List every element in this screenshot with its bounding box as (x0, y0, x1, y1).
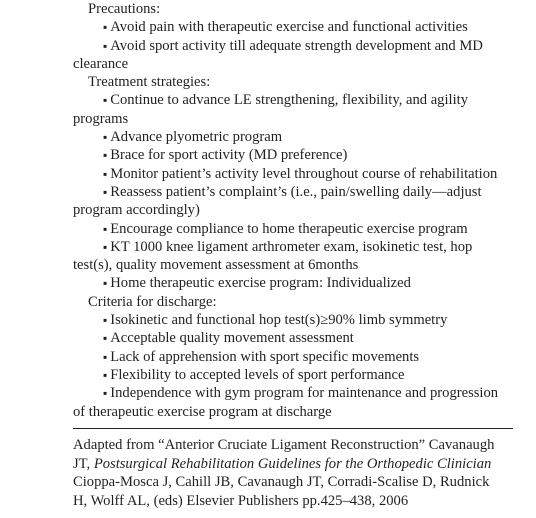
discharge-item (73, 329, 513, 347)
treatment-item-text: Encourage compliance to home therapeutic exercise program (110, 220, 468, 237)
treatment-item (73, 274, 513, 292)
precautions-item-text: Avoid sport activity till adequate strength development and MD (110, 37, 483, 54)
treatment-item-text: KT 1000 knee ligament arthrometer exam, isokinetic test, hop (110, 238, 473, 255)
source-note (73, 436, 518, 510)
bullet-icon: ▪ (103, 38, 108, 53)
source-line-1: Adapted from “Anterior Cruciate Ligament Reconstruction” Cavanaugh (73, 437, 495, 453)
discharge-item-continuation: of therapeutic exercise program at discharge (73, 403, 332, 420)
treatment-item (73, 91, 513, 109)
bullet-icon: ▪ (103, 386, 108, 401)
bullet-icon: ▪ (103, 239, 108, 254)
treatment-item-text: Home therapeutic exercise program: Individualized (110, 275, 411, 292)
treatment-item-text: Reassess patient’s complaint’s (i.e., pain/swelling daily—adjust (110, 183, 482, 200)
bullet-icon: ▪ (103, 184, 108, 199)
precautions-item (73, 18, 513, 36)
precautions-item (73, 37, 513, 55)
treatment-item-text: Monitor patient’s activity level throughout course of rehabilitation (110, 165, 498, 182)
discharge-item (73, 366, 513, 384)
discharge-item-text: Acceptable quality movement assessment (110, 330, 354, 347)
section-criteria-for-discharge (73, 293, 513, 421)
treatment-item (73, 128, 513, 146)
discharge-item-text: Independence with gym program for maintenance and progression (110, 385, 499, 402)
treatment-item-text: Advance plyometric program (110, 129, 283, 146)
source-line-2-prefix: JT, (73, 455, 94, 472)
treatment-item (73, 165, 513, 183)
bullet-icon: ▪ (103, 148, 108, 163)
precautions-item-continuation: clearance (73, 55, 129, 72)
precautions-item-text: Avoid pain with therapeutic exercise and functional activities (110, 19, 468, 36)
section-precautions (73, 0, 513, 73)
discharge-item-text: Flexibility to accepted levels of sport performance (110, 366, 405, 383)
source-line-4: H, Wolff AL, (eds) Elsevier Publishers pp.425–438, 2006 (73, 492, 409, 509)
bullet-icon: ▪ (103, 276, 108, 291)
discharge-item-text: Lack of apprehension with sport specific movements (110, 348, 420, 365)
bullet-icon: ▪ (103, 130, 108, 145)
treatment-item-text: Continue to advance LE strengthening, flexibility, and agility (110, 92, 468, 109)
treatment-item (73, 183, 513, 201)
document-body (73, 0, 513, 421)
source-line-3: Cioppa-Mosca J, Cahill JB, Cavanaugh JT, Corradi-Scalise D, Rudnick (73, 474, 490, 490)
bullet-icon: ▪ (103, 349, 108, 364)
treatment-item (73, 220, 513, 238)
discharge-heading: Criteria for discharge: (88, 293, 217, 310)
source-line-2 (73, 455, 518, 474)
bullet-icon: ▪ (103, 367, 108, 382)
source-book-title: Postsurgical Rehabilitation Guidelines for the Orthopedic Clinician (93, 455, 492, 472)
footnote-divider (73, 428, 513, 429)
bullet-icon: ▪ (103, 93, 108, 108)
bullet-icon: ▪ (103, 20, 108, 35)
precautions-heading: Precautions: (88, 1, 161, 17)
bullet-icon: ▪ (103, 331, 108, 346)
treatment-item (73, 146, 513, 164)
discharge-item (73, 311, 513, 329)
bullet-icon: ▪ (103, 313, 108, 328)
treatment-item-continuation: programs (73, 110, 129, 127)
discharge-item-text: Isokinetic and functional hop test(s)≥90% limb symmetry (110, 312, 448, 329)
discharge-item (73, 348, 513, 366)
discharge-item (73, 384, 513, 402)
treatment-item-text: Brace for sport activity (MD preference) (110, 147, 348, 164)
bullet-icon: ▪ (103, 166, 108, 181)
treatment-item-continuation: program accordingly) (73, 202, 200, 219)
treatment-heading: Treatment strategies: (88, 74, 211, 91)
bullet-icon: ▪ (103, 221, 108, 236)
treatment-item (73, 238, 513, 256)
section-treatment-strategies (73, 73, 513, 293)
treatment-item-continuation: test(s), quality movement assessment at 6months (73, 257, 359, 274)
